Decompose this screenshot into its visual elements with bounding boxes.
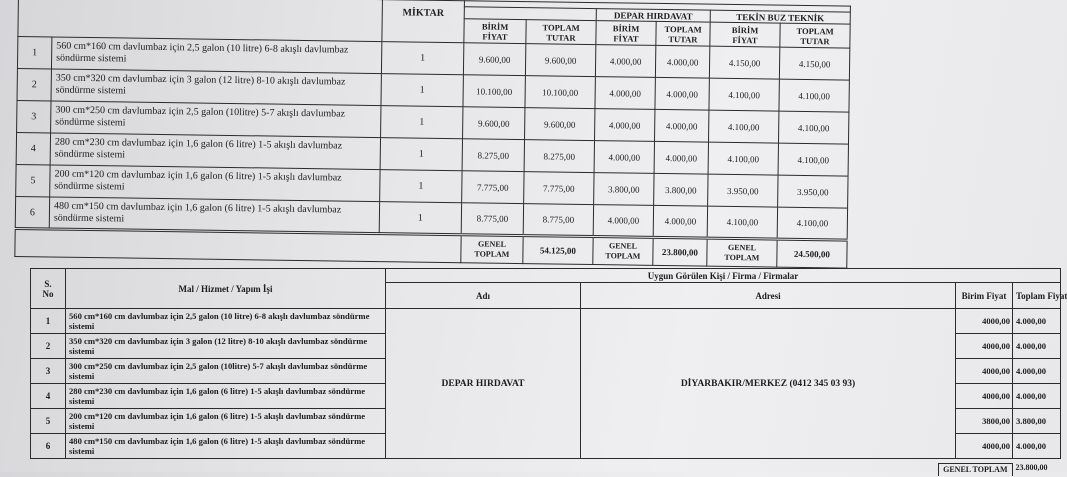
item-description: 560 cm*160 cm davlumbaz için 2,5 galon (10 litre) 6-8 akışlı davlumbaz söndürme sistemi [51, 37, 381, 74]
item-description: 350 cm*320 cm davlumbaz için 3 galon (12 litre) 8-10 akışlı davlumbaz söndürme sistemi [66, 334, 386, 359]
vendor-1-unit-price: 9.600,00 [463, 43, 525, 76]
vendor-1-total: 9.600,00 [525, 44, 595, 77]
unit-price: 3800,00 [956, 409, 1013, 434]
quantity: 1 [379, 202, 461, 235]
vendor-1-total: 8.275,00 [524, 140, 594, 173]
total-price: 4.000,00 [1013, 309, 1061, 334]
quantity: 1 [381, 106, 463, 139]
vendor-1-unit-price: 7.775,00 [462, 171, 524, 204]
approved-supplier-group-header: Uygun Görülen Kişi / Firma / Firmalar [386, 269, 1061, 283]
total-price: 4.000,00 [1013, 334, 1061, 359]
grand-total-value: 23.800,00 [1013, 459, 1061, 477]
row-number: 3 [31, 359, 66, 384]
row-number: 5 [16, 164, 50, 196]
vendor-2-unit-price-header: BİRİM FİYAT [596, 21, 656, 46]
item-description: 300 cm*250 cm davlumbaz için 2,5 galon (10litre) 5-7 akışlı davlumbaz söndürme sistemi [66, 359, 386, 384]
row-number: 4 [16, 132, 50, 164]
item-header: Mal / Hizmet / Yapım İşi [66, 269, 386, 309]
vendor-1-total: 9.600,00 [525, 108, 595, 141]
unit-price-header: Birim Fiyat [956, 283, 1013, 309]
vendor-2-unit-price: 4.000,00 [595, 109, 655, 142]
total-price: 4.000,00 [1013, 384, 1061, 409]
quantity: 1 [380, 138, 462, 171]
vendor-3-total: 4.100,00 [778, 111, 848, 144]
vendor-2-grand-total: 23.800,00 [653, 237, 707, 266]
vendor-2-total: 3.800,00 [654, 173, 708, 206]
row-number: 2 [31, 334, 66, 359]
supplier-header-row [31, 269, 1061, 283]
vendor-3-unit-price: 3.950,00 [708, 174, 778, 207]
vendor-1-grand-total-label: GENEL TOPLAM [461, 235, 523, 264]
item-description: 480 cm*150 cm davlumbaz için 1,6 galon (6 litre) 1-5 akışlı davlumbaz söndürme sistemi [49, 197, 379, 234]
item-description: 280 cm*230 cm davlumbaz için 1,6 galon (6 litre) 1-5 akışlı davlumbaz söndürme sistemi [50, 133, 380, 170]
row-number: 6 [15, 196, 49, 228]
vendor-3-name: TEKİN BUZ TEKNİK [710, 10, 850, 24]
vendor-3-unit-price: 4.150,00 [709, 46, 779, 79]
item-description: 350 cm*320 cm davlumbaz için 3 galon (12 litre) 8-10 akışlı davlumbaz söndürme sistemi [51, 69, 381, 106]
vendor-1-total: 7.775,00 [524, 172, 594, 205]
table-row [31, 309, 1061, 334]
vendor-2-name: DEPAR HIRDAVAT [596, 9, 710, 23]
row-number: 6 [31, 434, 66, 459]
vendor-3-unit-price: 4.100,00 [708, 110, 778, 143]
vendor-3-total: 3.950,00 [778, 175, 848, 208]
item-description: 280 cm*230 cm davlumbaz için 1,6 galon (6 litre) 1-5 akışlı davlumbaz söndürme sistemi [66, 384, 386, 409]
vendor-1-unit-price-header: BİRİM FİYAT [464, 19, 526, 44]
row-number: 5 [31, 409, 66, 434]
vendor-3-total: 4.100,00 [779, 79, 849, 112]
vendor-3-grand-total-label: GENEL TOPLAM [707, 238, 777, 267]
supplier-address-header: Adresi [581, 283, 956, 309]
item-description: 480 cm*150 cm davlumbaz için 1,6 galon (6 litre) 1-5 akışlı davlumbaz söndürme sistemi [66, 434, 386, 459]
row-number: 4 [31, 384, 66, 409]
grand-total-row [31, 459, 1061, 477]
supplier-address: DİYARBAKIR/MERKEZ (0412 345 03 93) [581, 309, 956, 459]
vendor-2-unit-price: 4.000,00 [595, 77, 655, 110]
quantity-header: MİKTAR [382, 0, 465, 43]
grand-total-label-cell [31, 459, 1013, 477]
row-number: 2 [17, 68, 51, 100]
supplier-name: DEPAR HIRDAVAT [386, 309, 581, 459]
approved-supplier-table [30, 268, 1061, 477]
total-price-header: Toplam Fiyat [1013, 283, 1061, 309]
vendor-1-grand-total: 54.125,00 [523, 236, 593, 265]
vendor-1-unit-price: 8.275,00 [462, 139, 524, 172]
quantity: 1 [380, 170, 462, 203]
item-description: 300 cm*250 cm davlumbaz için 2,5 galon (10litre) 5-7 akışlı davlumbaz söndürme sistemi [51, 101, 381, 138]
vendor-2-grand-total-label: GENEL TOPLAM [593, 237, 653, 266]
vendor-3-unit-price: 4.100,00 [709, 78, 779, 111]
vendor-2-total: 4.000,00 [653, 205, 707, 238]
supplier-name-header: Adı [386, 283, 581, 309]
vendor-3-total-header: TOPLAM TUTAR [780, 23, 850, 48]
total-price: 4.000,00 [1013, 434, 1061, 459]
vendor-1-unit-price: 8.775,00 [461, 203, 523, 236]
vendor-2-total: 4.000,00 [655, 77, 709, 110]
vendor-2-unit-price: 3.800,00 [594, 173, 654, 206]
grand-total-spacer [15, 228, 461, 262]
row-number: 1 [31, 309, 66, 334]
vendor-3-unit-price-header: BİRİM FİYAT [710, 22, 780, 47]
vendor-1-unit-price: 10.100,00 [463, 75, 525, 108]
vendor-3-grand-total: 24.500,00 [777, 239, 847, 268]
serial-number-header: S. No [31, 269, 66, 309]
unit-price: 4000,00 [956, 334, 1013, 359]
grand-total-label: GENEL TOPLAM [938, 463, 1012, 476]
vendor-2-total: 4.000,00 [655, 109, 709, 142]
vendor-2-total-header: TOPLAM TUTAR [656, 21, 710, 46]
vendor-3-total: 4.100,00 [778, 143, 848, 176]
unit-price: 4000,00 [956, 359, 1013, 384]
quantity: 1 [381, 42, 463, 75]
item-header-cell [18, 0, 383, 42]
price-comparison-table [14, 0, 851, 269]
unit-price: 4000,00 [956, 384, 1013, 409]
unit-price: 4000,00 [956, 434, 1013, 459]
vendor-3-unit-price: 4.100,00 [708, 142, 778, 175]
vendor-1-total: 8.775,00 [523, 204, 593, 237]
vendor-2-unit-price: 4.000,00 [595, 45, 655, 78]
row-number: 3 [17, 100, 51, 132]
vendor-2-unit-price: 4.000,00 [594, 141, 654, 174]
vendor-3-total: 4.100,00 [777, 207, 847, 240]
unit-price: 4000,00 [956, 309, 1013, 334]
total-price: 3.800,00 [1013, 409, 1061, 434]
item-description: 200 cm*120 cm davlumbaz için 1,6 galon (6 litre) 1-5 akışlı davlumbaz söndürme sistemi [50, 165, 380, 202]
item-description: 200 cm*120 cm davlumbaz için 1,6 galon (6 litre) 1-5 akışlı davlumbaz söndürme sistemi [66, 409, 386, 434]
vendor-2-unit-price: 4.000,00 [593, 205, 653, 238]
vendor-1-total-header: TOPLAM TUTAR [526, 20, 596, 45]
row-number: 1 [17, 37, 51, 69]
vendor-2-total: 4.000,00 [655, 45, 709, 78]
vendor-3-total: 4.150,00 [779, 47, 849, 80]
vendor-3-unit-price: 4.100,00 [707, 206, 777, 239]
vendor-1-total: 10.100,00 [525, 76, 595, 109]
total-price: 4.000,00 [1013, 359, 1061, 384]
quantity: 1 [381, 74, 463, 107]
vendor-2-total: 4.000,00 [654, 141, 708, 174]
vendor-1-unit-price: 9.600,00 [463, 107, 525, 140]
item-description: 560 cm*160 cm davlumbaz için 2,5 galon (10 litre) 6-8 akışlı davlumbaz söndürme sistemi [66, 309, 386, 334]
